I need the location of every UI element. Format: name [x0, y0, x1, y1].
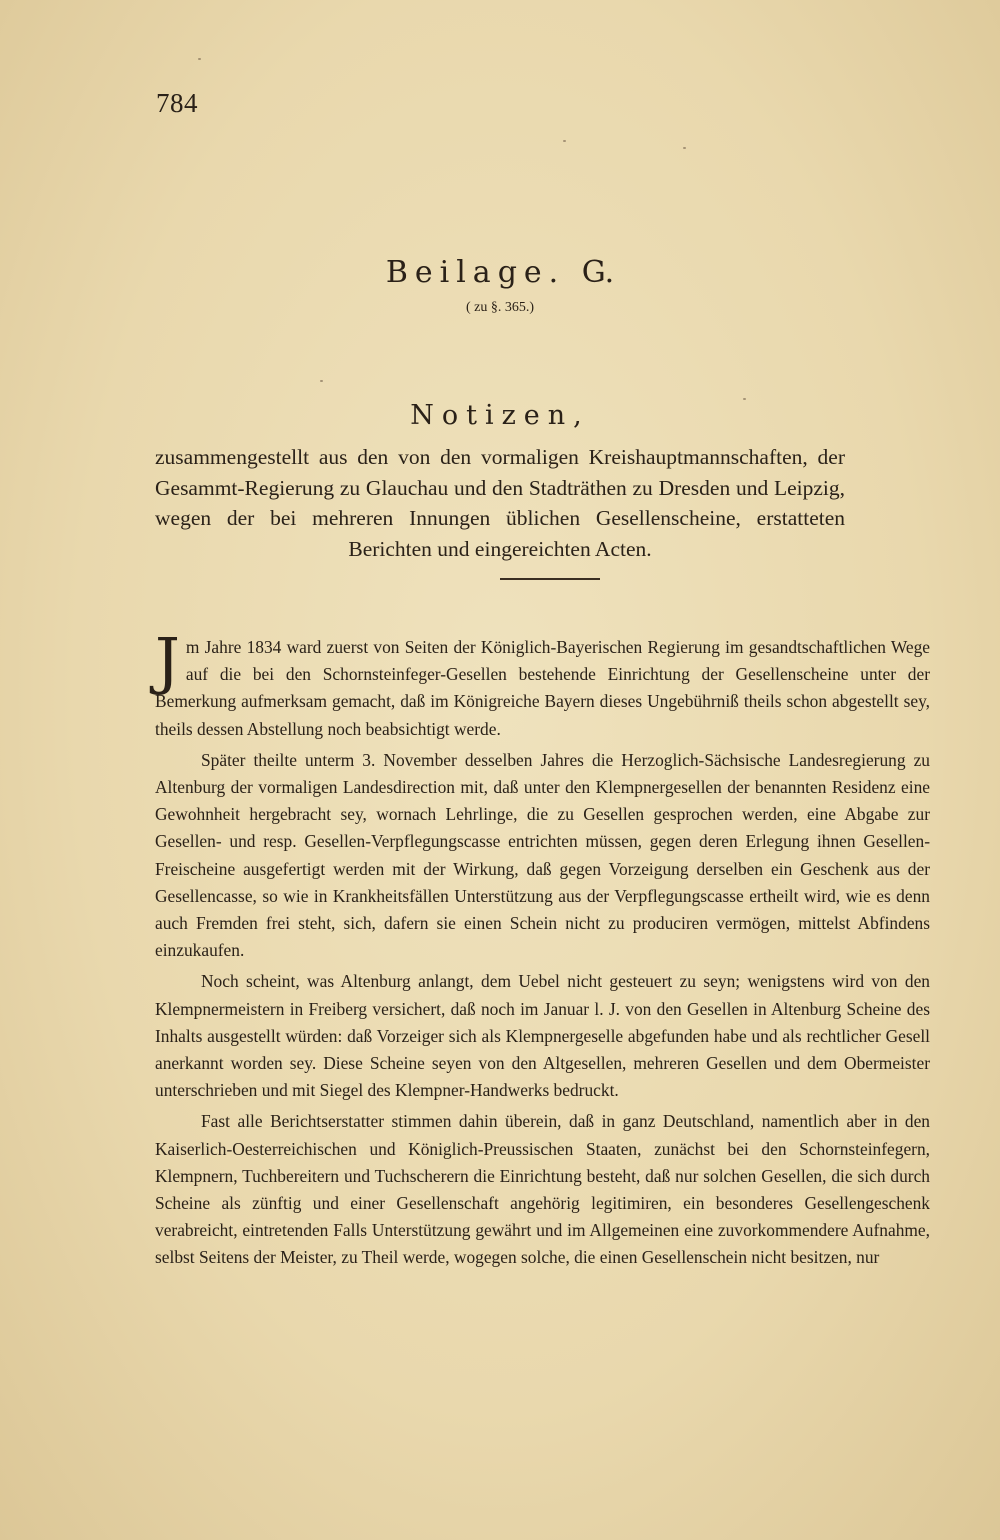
notes-description: zusammengestellt aus den von den vormaligen Kreishauptmannschaften, der Gesammt-Regierung zu Glauchau und den Stadträthen zu Dresden und Leipzig, wegen der bei mehreren Innungen üblichen Gesellenscheine, erstatteten Berichten und eingereichten Acten. [155, 445, 845, 561]
paragraph-4: Fast alle Berichtserstatter stimmen dahin überein, daß in ganz Deutschland, namentlich aber in den Kaiserlich-Oesterreichischen und Königlich-Preussischen Staaten, zunächst bei den Schornsteinfegern, Klempnern, Tuchbereitern und Tuchscherern die Einrichtung besteht, daß nur solchen Gesellen, die sich durch Scheine als zünftig und einer Gesellenschaft angehörig legitimiren, ein besonderes Gesellengeschenk verabreicht, eintretenden Falls Unterstützung gewährt und im Allgemeinen eine zuvorkommendere Aufnahme, selbst Seitens der Meister, zu Theil werde, wogegen solche, die einen Gesellenschein nicht besitzen, nur [155, 1111, 930, 1268]
paragraph-1 [155, 624, 930, 743]
notes-title: Notizen, [410, 400, 590, 431]
appendix-heading-word: Beilage. [385, 255, 566, 290]
paragraph-text: m Jahre 1834 ward zuerst von Seiten der Königlich-Bayerischen Regierung im gesandtschaftlichen Wege auf die bei den Schornsteinfeger-Gesellen bestehende Einrichtung der Gesellenscheine unter der Bemerkung aufmerksam gemacht, daß im Königreiche Bayern dieses Ungebührniß theils schon abgestellt sey, theils dessen Abstellung noch beabsichtigt werde. [155, 637, 930, 739]
paper-speck [563, 140, 566, 142]
paragraph-2: Später theilte unterm 3. November desselben Jahres die Herzoglich-Sächsische Landesregierung zu Altenburg der vormaligen Landesdirection mit, daß unter den Klempnergesellen der benannten Residenz eine Gewohnheit hergebracht sey, wornach Lehrlinge, die zu Gesellen gesprochen werden, eine Abgabe zur Gesellen- und resp. Gesellen-Verpflegungscasse entrichten müssen, gegen deren Erlegung ihnen Gesellen-Freischeine ausgefertigt werden mit der Wirkung, daß gegen Vorzeigung derselben ein Geschenk aus der Gesellencasse, so wie in Krankheitsfällen Unterstützung aus der Verpflegungscasse ertheilt wird, wie es denn auch Fremden frei steht, sich, dafern sie einen Schein nicht zu produciren vermögen, mittelst Abfindens einzukaufen. [155, 749, 930, 961]
page-number: 784 [156, 88, 198, 118]
separator-rule [500, 578, 600, 580]
paragraph-3: Noch scheint, was Altenburg anlangt, dem Uebel nicht gesteuert zu seyn; wenigstens wird von den Klempnermeistern in Freiberg versichert, daß noch im Januar l. J. von den Gesellen in Altenburg Scheine des Inhalts ausgestellt würden: daß Vorzeiger sich als Klempnergeselle abgefunden habe und als rechtlicher Gesell anerkannt worden sey. Diese Scheine seyen von den Altgesellen, mehreren Gesellen und dem Obermeister unterschrieben und mit Siegel des Klempner-Handwerks bedruckt. [155, 971, 930, 1101]
paper-speck [320, 380, 323, 382]
paper-speck [198, 58, 201, 60]
paper-speck [683, 147, 686, 149]
appendix-heading [0, 255, 1000, 290]
appendix-heading-number: G. [581, 255, 615, 290]
drop-cap: J [155, 624, 180, 697]
body-text [155, 624, 930, 1272]
section-reference: ( zu §. 365.) [465, 300, 535, 315]
